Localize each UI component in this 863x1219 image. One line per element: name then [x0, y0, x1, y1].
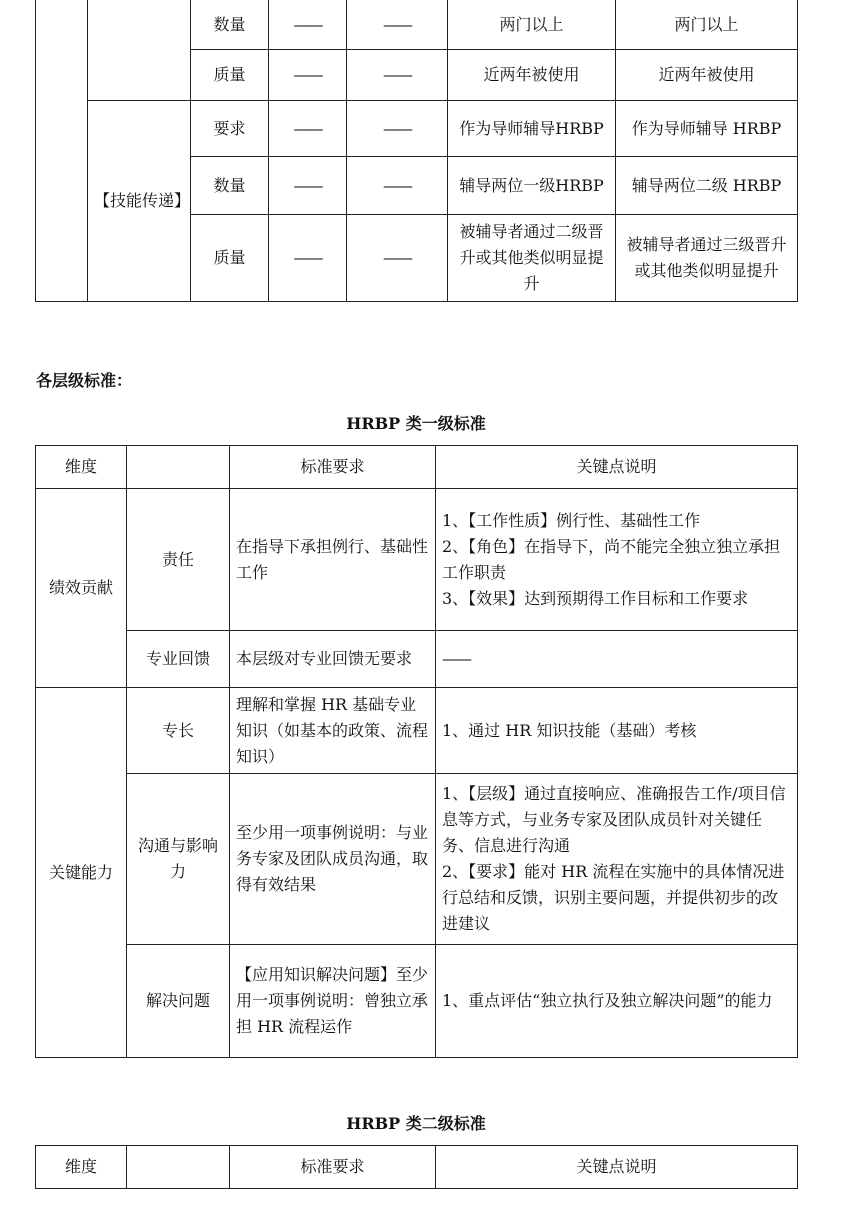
cell-value: 作为导师辅导HRBP	[448, 101, 616, 157]
item-label: 专长	[127, 688, 230, 774]
empty-dash: ——	[347, 157, 448, 215]
header-requirement: 标准要求	[230, 1146, 436, 1189]
row-label: 质量	[191, 50, 269, 101]
empty-dash: ——	[347, 215, 448, 302]
level1-standard-table	[35, 445, 798, 1058]
requirement-text: 在指导下承担例行、基础性工作	[230, 489, 436, 631]
header-keypoints: 关键点说明	[436, 446, 798, 489]
keypoints-cell	[436, 945, 798, 1058]
skill-transfer-table	[35, 0, 798, 302]
row-label: 要求	[191, 101, 269, 157]
requirement-text: 【应用知识解决问题】至少用一项事例说明：曾独立承担 HR 流程运作	[230, 945, 436, 1058]
header-dimension: 维度	[36, 446, 127, 489]
cell-value: 两门以上	[616, 0, 798, 50]
header-keypoints: 关键点说明	[436, 1146, 798, 1189]
keypoint-line: ——	[442, 649, 470, 668]
row-label: 数量	[191, 157, 269, 215]
keypoint-line: 2、【角色】在指导下，尚不能完全独立独立承担工作职责	[442, 536, 781, 582]
header-dimension: 维度	[36, 1146, 127, 1189]
cell-value: 辅导两位二级 HRBP	[616, 157, 798, 215]
section-heading: 各层级标准：	[36, 371, 133, 390]
keypoint-line: 1、【层级】通过直接响应、准确报告工作/项目信息等方式，与业务专家及团队成员针对关键任务、信息进行沟通	[442, 784, 786, 855]
dimension-key-capability: 关键能力	[36, 688, 127, 1058]
keypoint-line: 1、通过 HR 知识技能（基础）考核	[442, 720, 697, 740]
level2-caption: HRBP 类二级标准	[346, 1114, 486, 1133]
merged-cell	[88, 0, 191, 101]
row-label: 质量	[191, 215, 269, 302]
empty-dash: ——	[269, 101, 347, 157]
cell-value: 被辅导者通过三级晋升或其他类似明显提升	[616, 215, 798, 302]
empty-dash: ——	[347, 0, 448, 50]
item-label: 解决问题	[127, 945, 230, 1058]
header-blank	[127, 1146, 230, 1189]
requirement-text: 本层级对专业回馈无要求	[230, 631, 436, 688]
requirement-text: 理解和掌握 HR 基础专业知识（如基本的政策、流程知识）	[230, 688, 436, 774]
cell-value: 近两年被使用	[448, 50, 616, 101]
keypoints-cell	[436, 688, 798, 774]
cell-value: 两门以上	[448, 0, 616, 50]
item-label: 责任	[127, 489, 230, 631]
item-label: 专业回馈	[127, 631, 230, 688]
requirement-text: 至少用一项事例说明：与业务专家及团队成员沟通，取得有效结果	[230, 774, 436, 945]
cell-value: 辅导两位一级HRBP	[448, 157, 616, 215]
cell-value: 近两年被使用	[616, 50, 798, 101]
item-label: 沟通与影响力	[127, 774, 230, 945]
keypoints-cell	[436, 489, 798, 631]
keypoint-line: 3、【效果】达到预期得工作目标和工作要求	[442, 588, 749, 608]
empty-dash: ——	[269, 215, 347, 302]
level1-caption: HRBP 类一级标准	[346, 414, 486, 433]
keypoints-cell	[436, 774, 798, 945]
outer-merged-cell	[36, 0, 88, 302]
level2-standard-table	[35, 1145, 798, 1189]
empty-dash: ——	[347, 101, 448, 157]
header-blank	[127, 446, 230, 489]
row-label: 数量	[191, 0, 269, 50]
cell-value: 作为导师辅导 HRBP	[616, 101, 798, 157]
empty-dash: ——	[269, 0, 347, 50]
keypoint-line: 2、【要求】能对 HR 流程在实施中的具体情况进行总结和反馈，识别主要问题，并提供初步的改进建议	[442, 862, 785, 933]
header-requirement: 标准要求	[230, 446, 436, 489]
empty-dash: ——	[347, 50, 448, 101]
empty-dash: ——	[269, 50, 347, 101]
group-label-skill-transfer: 【技能传递】	[88, 101, 191, 302]
keypoints-cell	[436, 631, 798, 688]
empty-dash: ——	[269, 157, 347, 215]
keypoint-line: 1、【工作性质】例行性、基础性工作	[442, 510, 701, 530]
cell-value: 被辅导者通过二级晋升或其他类似明显提升	[448, 215, 616, 302]
dimension-performance: 绩效贡献	[36, 489, 127, 688]
keypoint-line: 1、重点评估“独立执行及独立解决问题”的能力	[442, 991, 773, 1010]
